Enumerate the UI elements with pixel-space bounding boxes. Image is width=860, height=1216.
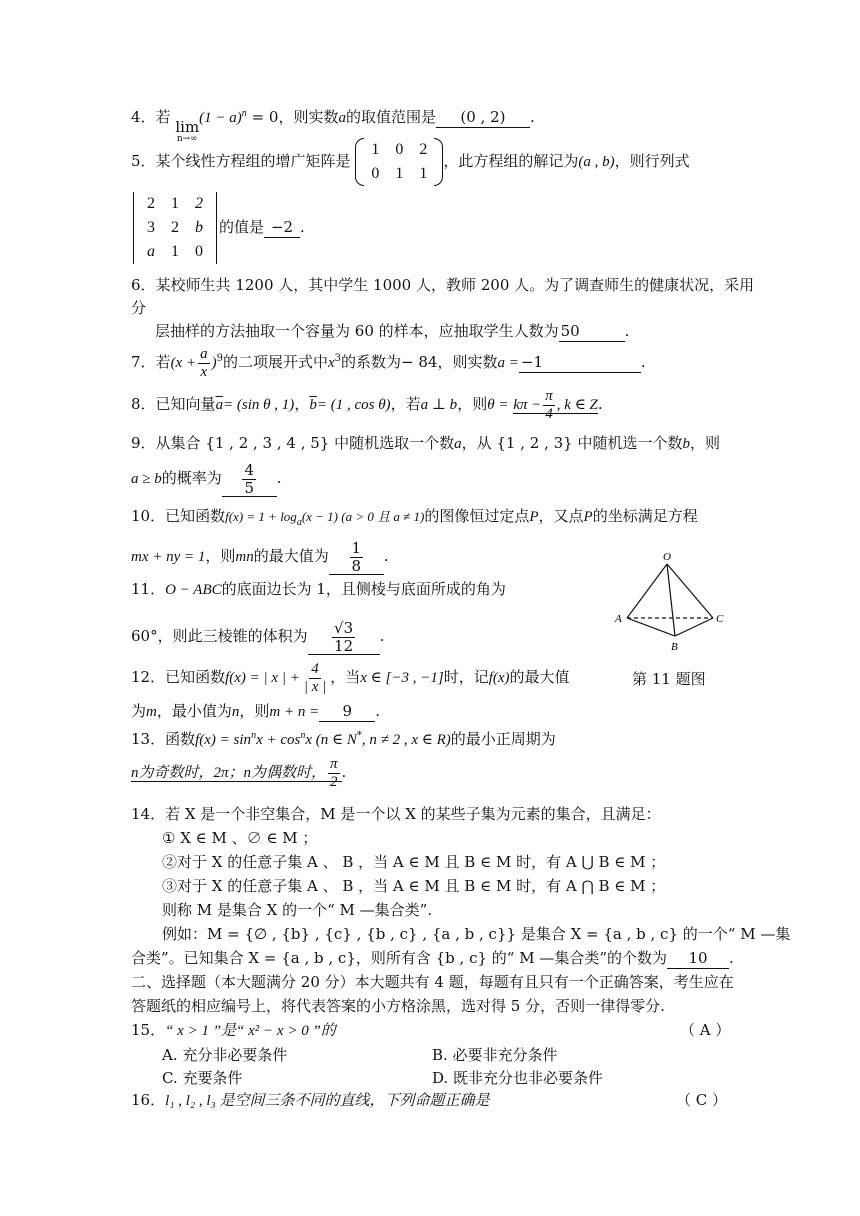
q8-perp: a ⊥ b: [420, 397, 458, 413]
q15-option-c: C. 充要条件: [162, 1069, 243, 1087]
q4-mid: ，则实数: [278, 108, 339, 126]
q12-range: x ∈ [−3 , −1]: [360, 670, 444, 686]
q10-line1-text: 已知函数: [165, 507, 226, 525]
q13-fx: f(x) = sin: [195, 732, 252, 748]
label-O: O: [663, 551, 671, 563]
q12-line2a: 为: [131, 702, 147, 720]
q7-pre: 若: [155, 353, 171, 371]
q5-text1: 某个线性方程组的增广矩阵是: [155, 152, 351, 170]
q4-num: 4．: [131, 108, 156, 126]
q4-expn: n: [241, 108, 247, 119]
q7-expr2: ): [211, 355, 217, 371]
q12-answer: 9: [319, 702, 375, 722]
q12-num: 12．: [131, 668, 166, 686]
q10-answer: $\frac{1}{8}$: [329, 540, 384, 575]
fig-caption: 第 11 题图: [632, 670, 706, 688]
q16-answer: （ C ）: [676, 1091, 728, 1109]
q7-frac: $\frac{a}{x}$: [200, 346, 208, 380]
q11-line1b: 的底面边长为 1，且侧棱与底面所成的角为: [221, 580, 506, 598]
q10-sub: a: [296, 517, 302, 528]
q7-answer: −1: [519, 353, 641, 373]
q7-end: .: [640, 353, 646, 371]
q4-lim: lim: [175, 118, 200, 136]
q5-line1: [131, 138, 690, 186]
q16-stem: 16．l₁ , l₂ , l₃ 是空间三条不同的直线，下列命题正确是: [131, 1091, 490, 1109]
q14-answer: 10: [667, 949, 729, 969]
q13-answer: n为奇数时，2π；n为偶数时， $\frac{\pi}{2}$: [131, 763, 342, 782]
q15-answer: （ A ）: [680, 1021, 731, 1039]
q10-line2-text: ，则: [205, 547, 236, 565]
q10-line2b: 的最大值为: [253, 547, 329, 565]
q10-P2: P: [583, 509, 593, 525]
label-A: A: [615, 613, 622, 625]
q11-answer: $\frac{√3}{12}$: [308, 620, 380, 655]
q6-line1: [131, 276, 754, 295]
q12-line2c: ，则: [239, 702, 270, 720]
q5-text3: ，则行列式: [614, 152, 690, 170]
q14-line1: 14．若 X 是一个非空集合，M 是一个以 X 的某些子集为元素的集合，且满足：: [131, 805, 661, 823]
q12-line1: [131, 661, 570, 695]
q6-line1b: [131, 299, 146, 318]
q12-n: n: [231, 704, 240, 720]
q7-num: 7．: [131, 353, 156, 371]
q10-line1c: ，又点: [538, 507, 584, 525]
q8-mid2: ，则: [457, 395, 488, 413]
q9-end: .: [276, 469, 282, 487]
q8-aval: = (sin θ , 1): [223, 397, 295, 413]
q12-mid2: 时，记: [443, 668, 489, 686]
q4-answer: (0 , 2): [436, 108, 530, 128]
q4-var: a: [338, 110, 346, 126]
q10-fx: f(x) = 1 + log: [225, 509, 297, 524]
q13-tail: 的最小正周期为: [450, 730, 556, 748]
q12-line2: [131, 702, 380, 722]
q11-expr: O − ABC: [165, 582, 222, 598]
q14-cond1: ① X ∈ M 、∅ ∈ M ；: [162, 829, 318, 847]
q6-line2: [155, 322, 629, 342]
label-C: C: [716, 613, 724, 625]
q10-fx2: (x − 1) (a > 0 且 a ≠ 1): [301, 509, 425, 524]
q13-line2: [131, 756, 346, 790]
q15-option-d: D. 既非充分也非必要条件: [432, 1069, 604, 1087]
q9-line2b: 的概率为: [161, 469, 222, 487]
q12-m: m: [146, 704, 157, 720]
q12-mid: ，当: [330, 668, 361, 686]
q8-end: .: [597, 395, 603, 413]
q8-bval: = (1 , cos θ): [316, 397, 391, 413]
q8-pre: 已知向量: [155, 395, 216, 413]
pyramid-figure: [605, 550, 735, 660]
q5-text2: ，此方程组的解记为: [443, 152, 579, 170]
q10-eq: mx + ny = 1: [131, 549, 206, 565]
q8-answer: kπ − $\frac{\pi}{4}$ , k ∈ Z: [513, 388, 598, 422]
q5-answer: −2: [264, 218, 300, 238]
q12-fx2: f(x): [488, 670, 510, 686]
q7-expr1: (x +: [170, 355, 197, 371]
q5-line2: [131, 192, 305, 264]
q13-pre: 函数: [165, 730, 196, 748]
q11-line2-text: ，则此三棱锥的体积为: [157, 627, 308, 645]
q9-a: a: [454, 436, 462, 452]
q5-num: 5．: [131, 152, 156, 170]
q12-line2b: ，最小值为: [156, 702, 232, 720]
q14-example2: 合类”。已知集合 X = {a , b , c}，则所有含 {b , c} 的“ M —集合类”的个数为 10 .: [131, 949, 734, 967]
q9-line2: [131, 462, 282, 497]
q14-cond2: ②对于 X 的任意子集 A 、 B ，当 A ∈ M 且 B ∈ M 时，有 A ⋃ B ∈ M ；: [162, 853, 666, 871]
q8-mid: ，若: [390, 395, 421, 413]
q5-determinant: 2 1 2 3 2 b a 1 0: [131, 192, 219, 264]
q7: [131, 346, 646, 380]
q4-tail: 的取值范围是: [345, 108, 436, 126]
q11-end: .: [379, 627, 385, 645]
q10-end: .: [383, 547, 389, 565]
q9-line1: [131, 434, 720, 454]
q4-end: .: [529, 108, 535, 126]
q14-cond3: ③对于 X 的任意子集 A 、 B ，当 A ∈ M 且 B ∈ M 时，有 A ⋂ B ∈ M ；: [162, 877, 666, 895]
q5-pair: (a , b): [578, 154, 615, 170]
q14-cond4: 则称 M 是集合 X 的一个“ M —集合类”.: [162, 901, 433, 919]
q9-ineq: a ≥ b: [131, 471, 162, 487]
q9-line1-text: 从集合 {1 , 2 , 3 , 4 , 5} 中随机选取一个数: [155, 434, 455, 452]
q7-x3: x: [327, 355, 335, 371]
section2-line2: 答题纸的相应编号上，将代表答案的小方格涂黑，选对得 5 分，否则一律得零分.: [131, 997, 665, 1015]
q11-num: 11．: [131, 580, 166, 598]
q15-option-a: A. 充分非必要条件: [162, 1046, 288, 1064]
q11-angle: 60°: [131, 627, 158, 645]
q12-pre: 已知函数: [165, 668, 226, 686]
q13-line1: 13．函数$f(x) = \sin^nx + \cos^nx$ (n ∈ N*, n ≠ 2 , x ∈ R)的最小正周期为: [131, 730, 556, 748]
q7-mid: 的二项展开式中: [222, 353, 328, 371]
q7-mid2: 的系数为: [341, 353, 402, 371]
q14-example1: 例如：M = {∅ , {b} , {c} , {b , c} , {a , b , c}} 是集合 X = {a , b , c} 的一个“ M —集: [162, 925, 791, 943]
q10-line2: [131, 540, 389, 575]
q6-answer: 50: [559, 322, 625, 342]
q15-stem: 15．“ x > 1 ”是“ x² − x > 0 ”的: [131, 1021, 336, 1039]
q4-limsub: n→∞: [176, 134, 198, 144]
q5-end: .: [300, 218, 305, 236]
q7-mid3: ，则实数: [437, 353, 498, 371]
q9-b: b: [682, 436, 690, 452]
q6-num: 6．: [131, 276, 156, 294]
q12-end: .: [375, 702, 380, 720]
q8-vec-b: $\overline{b}$: [309, 397, 317, 413]
q10-line1b: 的图像恒过定点: [424, 507, 530, 525]
q6-line2-text: 层抽样的方法抽取一个容量为 60 的样本，应抽取学生人数为: [155, 322, 559, 340]
q8-vec-a: $\overline{a}$: [215, 397, 224, 413]
q13-end: .: [341, 763, 347, 781]
q4-eq: = 0: [246, 108, 279, 126]
q9-num: 9．: [131, 434, 156, 452]
q7-val: − 84: [401, 353, 438, 371]
q12-sum: m + n =: [269, 704, 320, 720]
q6-line1b-text: 分: [131, 299, 147, 317]
q9-line1b: ，从 {1 , 2 , 3} 中随机选一个数: [461, 434, 683, 452]
q5-text4: 的值是: [219, 218, 265, 236]
label-B: B: [671, 641, 678, 653]
q12-frac: $\frac{4}{| x |}$: [303, 661, 327, 695]
q6-line1-text: 某校师生共 1200 人，其中学生 1000 人，教师 200 人。为了调查师生的健康状况，采用: [155, 276, 755, 294]
q4-expr: (1 − a): [199, 110, 242, 126]
q10-P: P: [529, 509, 539, 525]
q11-line2: [131, 620, 384, 655]
q10-line1: [131, 507, 698, 530]
q11-line1: [131, 580, 506, 600]
q5-matrix: 1 0 2 0 1 1: [355, 138, 443, 186]
q4-pre: 若: [155, 108, 171, 126]
q9-answer: $\frac{4}{5}$: [222, 462, 277, 497]
q7-var: a =: [497, 355, 519, 371]
q10-mn: mn: [235, 549, 254, 565]
q7-exp: 9: [216, 353, 223, 364]
q7-x3e: 3: [334, 353, 342, 364]
q12-tail: 的最大值: [509, 668, 570, 686]
q12-fx: f(x) = | x | +: [225, 670, 300, 686]
q10-line1d: 的坐标满足方程: [592, 507, 698, 525]
q8-num: 8．: [131, 395, 156, 413]
q13-num: 13．: [131, 730, 166, 748]
q10-num: 10．: [131, 507, 166, 525]
section2-line1: 二、选择题（本大题满分 20 分）本大题共有 4 题，每题有且只有一个正确答案，考生应在: [131, 973, 734, 991]
q15-option-b: B. 必要非充分条件: [432, 1046, 558, 1064]
q8: 8．已知向量$\overline{a}= (\sin$ θ , 1)，$\overline{b}= (1$ , cos θ)，若a ⊥ b，则θ = kπ − $\frac{\pi}{4}$ , k ∈ Z.: [131, 388, 603, 422]
q6-end: .: [624, 322, 630, 340]
q9-line1c: ，则: [689, 434, 720, 452]
q8-theta: θ =: [487, 397, 509, 413]
